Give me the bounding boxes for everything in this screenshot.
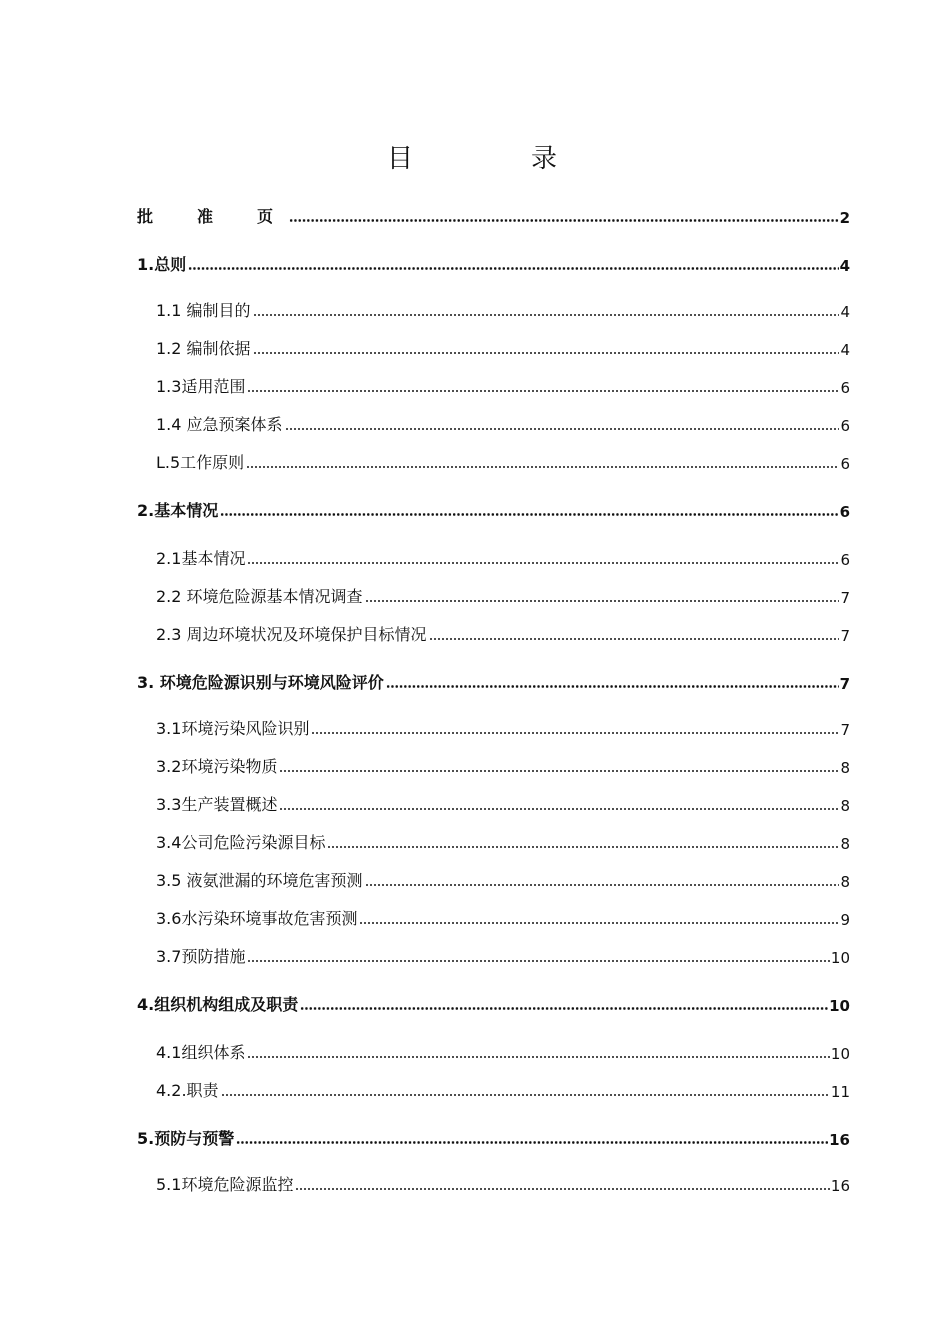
toc-entry[interactable] (137, 992, 850, 1016)
toc-page-number: 8 (840, 797, 850, 815)
toc-entry-title: 1.总则 (137, 255, 187, 274)
toc-page-number: 6 (840, 455, 850, 473)
toc-entry[interactable] (156, 1040, 850, 1064)
toc-dot-leader (220, 513, 838, 516)
toc-dot-leader (236, 1141, 828, 1144)
toc-dot-leader (221, 1094, 830, 1096)
toc-entry[interactable] (156, 792, 850, 816)
toc-dot-leader (247, 960, 829, 962)
page-title: 目 录 (386, 144, 603, 174)
toc-dot-leader (386, 685, 839, 688)
toc-entry[interactable] (156, 1172, 850, 1196)
toc-page-number: 6 (840, 551, 850, 569)
toc-page-number: 16 (830, 1177, 850, 1195)
toc-dot-leader (429, 638, 840, 640)
toc-entry[interactable] (156, 374, 850, 398)
toc-page-number: 10 (829, 997, 850, 1015)
toc-entry[interactable] (156, 716, 850, 740)
toc-dot-leader (311, 732, 839, 734)
toc-entry[interactable] (156, 830, 850, 854)
toc-entry-title: 4.2.职责 (156, 1081, 219, 1100)
toc-page-number: 8 (840, 759, 850, 777)
toc-page-number: 11 (830, 1083, 850, 1101)
toc-page-number: 4 (840, 303, 850, 321)
toc-entry-title: 3.4公司危险污染源目标 (156, 833, 326, 852)
toc-entry-title: 3.1环境污染风险识别 (156, 719, 310, 738)
toc-dot-leader (247, 1056, 829, 1058)
toc-page-number: 10 (830, 949, 850, 967)
toc-entry-title: 3. 环境危险源识别与环境风险评价 (137, 673, 384, 692)
toc-dot-leader (295, 1188, 829, 1190)
toc-entry-title: 5.预防与预警 (137, 1129, 235, 1148)
toc-entry-title: 2.2 环境危险源基本情况调查 (156, 587, 363, 606)
toc-page-number: 7 (840, 627, 850, 645)
toc-entry[interactable] (156, 754, 850, 778)
toc-page-number: 7 (840, 589, 850, 607)
toc-entry-title: 2.基本情况 (137, 501, 219, 520)
toc-dot-leader (247, 562, 839, 564)
toc-entry-title: 3.3生产装置概述 (156, 795, 278, 814)
toc-entry-title: 3.7预防措施 (156, 947, 246, 966)
toc-page-number: 4 (839, 257, 850, 275)
toc-entry-title: 1.1 编制目的 (156, 301, 251, 320)
toc-dot-leader (279, 770, 839, 772)
toc-entry[interactable] (156, 944, 850, 968)
toc-page-number: 16 (829, 1131, 850, 1149)
toc-entry[interactable] (137, 252, 850, 276)
toc-dot-leader (285, 428, 840, 430)
toc-dot-leader (247, 390, 839, 392)
toc-entry-title: 4.1组织体系 (156, 1043, 246, 1062)
toc-page-number: 4 (840, 341, 850, 359)
toc-entry[interactable] (156, 868, 850, 892)
toc-dot-leader (246, 466, 839, 468)
toc-page-number: 6 (839, 503, 850, 521)
toc-entry[interactable] (156, 412, 850, 436)
toc-page-number: 8 (840, 873, 850, 891)
toc-entry[interactable] (156, 298, 850, 322)
toc-entry-title: 1.3适用范围 (156, 377, 246, 396)
toc-entry-title: L.5工作原则 (156, 453, 245, 472)
toc-dot-leader (359, 922, 839, 924)
toc-page-number: 7 (839, 675, 850, 693)
toc-entry[interactable] (156, 906, 850, 930)
toc-entry-title: 2.1基本情况 (156, 549, 246, 568)
toc-dot-leader (253, 314, 840, 316)
toc-entry[interactable] (156, 1078, 850, 1102)
toc-entry[interactable] (156, 336, 850, 360)
toc-entry[interactable] (156, 450, 850, 474)
toc-entry-title: 5.1环境危险源监控 (156, 1175, 294, 1194)
toc-entry-title: 3.2环境污染物质 (156, 757, 278, 776)
toc-page-number: 2 (839, 209, 850, 227)
toc-entry-title: 2.3 周边环境状况及环境保护目标情况 (156, 625, 427, 644)
toc-entry[interactable] (137, 670, 850, 694)
toc-entry-title: 批 准 页 (137, 207, 288, 226)
toc-page-number: 7 (840, 721, 850, 739)
toc-entry[interactable] (156, 622, 850, 646)
toc-dot-leader (327, 846, 839, 848)
toc-dot-leader (279, 808, 839, 810)
toc-page-number: 6 (840, 417, 850, 435)
toc-dot-leader (289, 219, 839, 222)
toc-entry[interactable] (137, 204, 850, 228)
toc-entry[interactable] (156, 546, 850, 570)
toc-page-number: 8 (840, 835, 850, 853)
toc-page-number: 10 (830, 1045, 850, 1063)
toc-dot-leader (188, 267, 838, 270)
toc-entry-title: 4.组织机构组成及职责 (137, 995, 299, 1014)
toc-dot-leader (253, 352, 840, 354)
toc-entry-title: 3.5 液氨泄漏的环境危害预测 (156, 871, 363, 890)
toc-entry-title: 3.6水污染环境事故危害预测 (156, 909, 358, 928)
toc-entry[interactable] (137, 498, 850, 522)
toc-page-number: 6 (840, 379, 850, 397)
toc-entry[interactable] (137, 1126, 850, 1150)
toc-entry[interactable] (156, 584, 850, 608)
toc-entry-title: 1.2 编制依据 (156, 339, 251, 358)
toc-page-number: 9 (840, 911, 850, 929)
toc-entry-title: 1.4 应急预案体系 (156, 415, 283, 434)
toc-dot-leader (300, 1007, 828, 1010)
toc-dot-leader (365, 600, 840, 602)
toc-dot-leader (365, 884, 840, 886)
